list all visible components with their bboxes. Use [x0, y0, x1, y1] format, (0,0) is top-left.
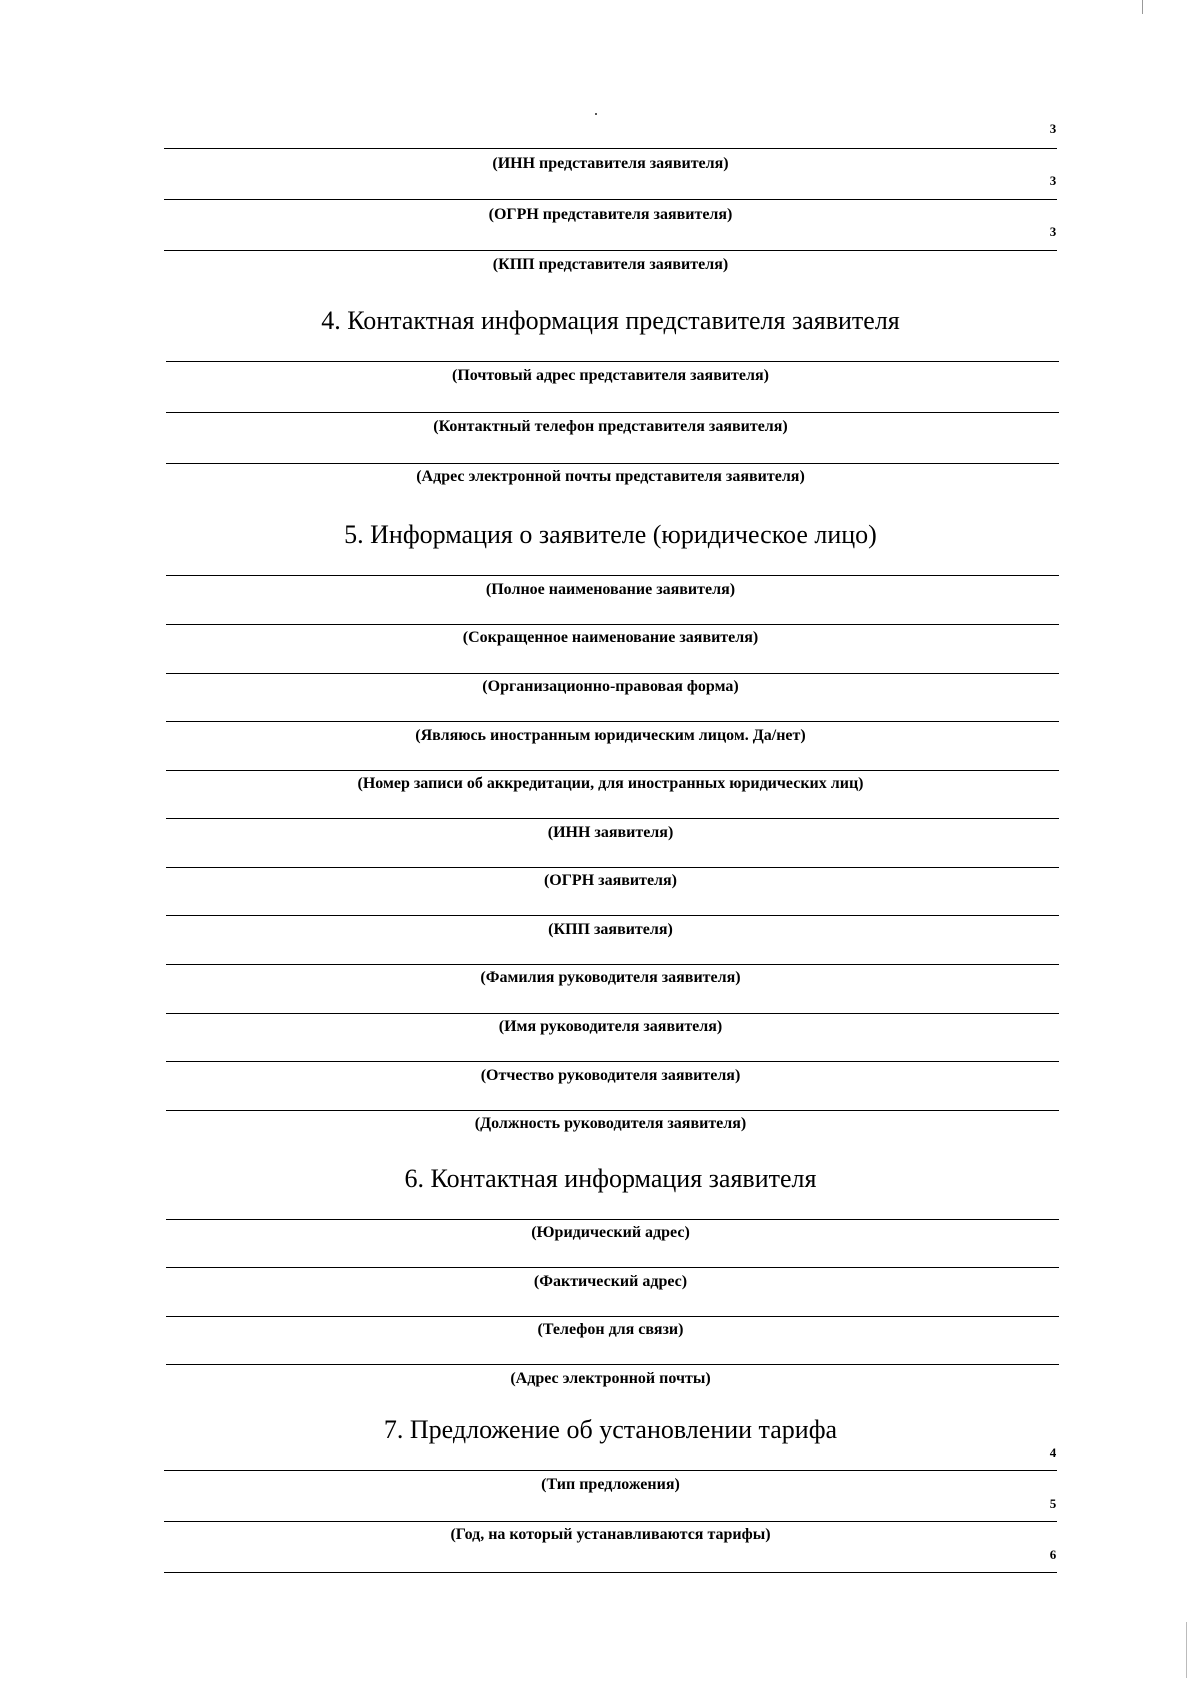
field-caption: (Год, на который устанавливаются тарифы)	[450, 1526, 771, 1543]
fill-line	[164, 148, 1057, 149]
fill-line	[166, 770, 1059, 771]
field-caption: (Фактический адрес)	[533, 1273, 688, 1290]
fill-line	[166, 624, 1059, 625]
field-caption: (Юридический адрес)	[531, 1224, 690, 1241]
fill-line	[164, 250, 1057, 251]
field-caption: (Адрес электронной почты)	[510, 1370, 711, 1387]
field-caption: (Отчество руководителя заявителя)	[480, 1067, 741, 1084]
field-caption: (КПП заявителя)	[548, 921, 673, 938]
fill-line	[166, 575, 1059, 576]
fill-line	[166, 721, 1059, 722]
fill-line	[166, 964, 1059, 965]
scan-edge-mark	[1142, 0, 1143, 14]
fill-line	[164, 1521, 1057, 1522]
field-caption: (ИНН представителя заявителя)	[492, 155, 729, 172]
field-caption: (Номер записи об аккредитации, для иностранных юридических лиц)	[357, 775, 864, 792]
field-caption: (Сокращенное наименование заявителя)	[462, 629, 759, 646]
field-caption: (КПП представителя заявителя)	[492, 256, 729, 273]
fill-line	[166, 673, 1059, 674]
fill-line	[166, 1110, 1059, 1111]
field-caption: (Являюсь иностранным юридическим лицом. Да/нет)	[415, 727, 806, 744]
section-title: 4. Контактная информация представителя заявителя	[321, 306, 900, 335]
fill-line	[164, 1470, 1057, 1471]
scan-speck	[595, 113, 597, 115]
fill-line	[166, 818, 1059, 819]
field-caption: (ОГРН заявителя)	[543, 872, 678, 889]
fill-line	[166, 867, 1059, 868]
section-title: 7. Предложение об установлении тарифа	[383, 1415, 838, 1444]
field-caption: (Должность руководителя заявителя)	[474, 1115, 747, 1132]
field-caption: (Телефон для связи)	[537, 1321, 684, 1338]
footnote-marker: 3	[1049, 121, 1057, 136]
footnote-marker: 4	[1049, 1445, 1057, 1460]
footnote-marker: 5	[1049, 1496, 1057, 1511]
fill-line	[166, 1267, 1059, 1268]
footnote-marker: 3	[1049, 224, 1057, 239]
field-caption: (Почтовый адрес представителя заявителя)	[452, 367, 769, 384]
field-caption: (ОГРН представителя заявителя)	[488, 206, 733, 223]
fill-line	[166, 463, 1059, 464]
fill-line	[166, 361, 1059, 362]
fill-line	[164, 199, 1057, 200]
fill-line	[166, 1061, 1059, 1062]
footnote-marker: 3	[1049, 173, 1057, 188]
field-caption: (Полное наименование заявителя)	[485, 581, 736, 598]
fill-line	[164, 1572, 1057, 1573]
section-title: 5. Информация о заявителе (юридическое лицо)	[344, 520, 877, 549]
fill-line	[166, 1364, 1059, 1365]
field-caption: (Тип предложения)	[541, 1476, 680, 1493]
scan-edge-mark	[1186, 1622, 1187, 1678]
fill-line	[166, 1013, 1059, 1014]
field-caption: (Адрес электронной почты представителя заявителя)	[416, 468, 805, 485]
field-caption: (Фамилия руководителя заявителя)	[480, 969, 741, 986]
field-caption: (Контактный телефон представителя заявителя)	[433, 418, 788, 435]
field-caption: (ИНН заявителя)	[547, 824, 674, 841]
fill-line	[166, 1316, 1059, 1317]
footnote-marker: 6	[1049, 1547, 1057, 1562]
fill-line	[166, 1219, 1059, 1220]
section-title: 6. Контактная информация заявителя	[404, 1164, 817, 1193]
fill-line	[166, 412, 1059, 413]
fill-line	[166, 915, 1059, 916]
field-caption: (Организационно-правовая форма)	[482, 678, 739, 695]
field-caption: (Имя руководителя заявителя)	[498, 1018, 723, 1035]
